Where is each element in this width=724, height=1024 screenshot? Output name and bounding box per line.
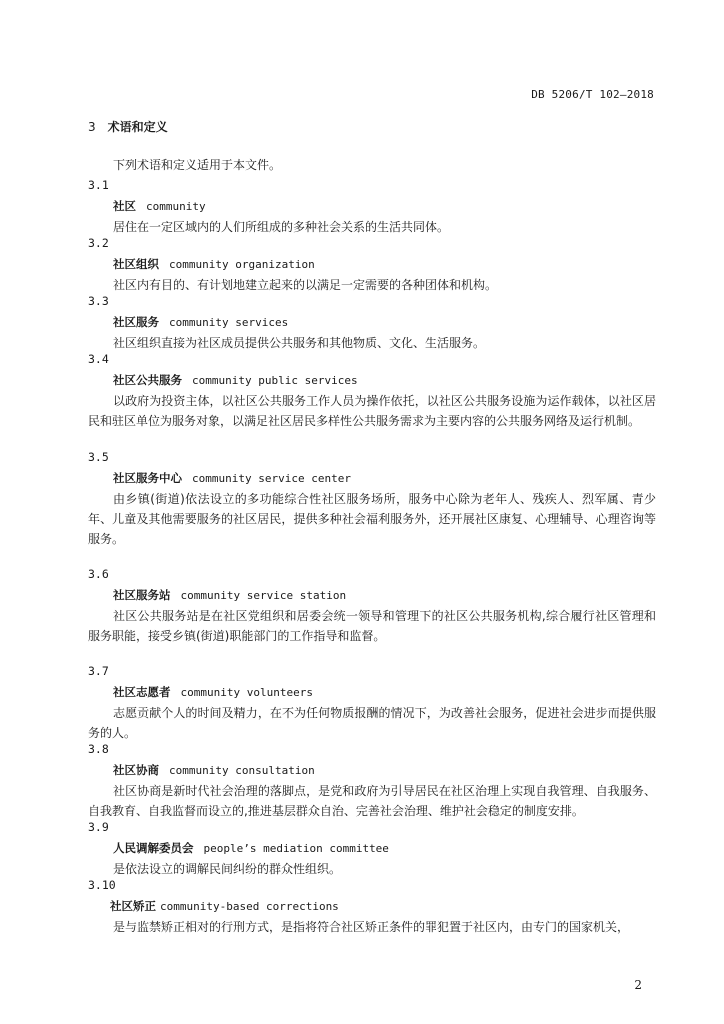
term-chinese: 社区协商: [113, 763, 159, 777]
term-definition: 居住在一定区域内的人们所组成的多种社会关系的生活共同体。: [113, 220, 450, 234]
term-title: [113, 372, 358, 388]
term-definition: 社区组织直接为社区成员提供公共服务和其他物质、文化、生活服务。: [113, 336, 486, 350]
term-title: [113, 684, 313, 700]
term-definition: 是依法设立的调解民间纠纷的群众性组织。: [113, 862, 342, 876]
term-chinese: 社区志愿者: [113, 685, 171, 699]
term-english: community-based corrections: [160, 900, 339, 913]
term-number: 3.9: [88, 820, 109, 834]
term-english: community service station: [180, 589, 347, 602]
term-english: community organization: [169, 258, 315, 271]
term-number: 3.6: [88, 567, 109, 581]
term-title: [113, 587, 346, 603]
document-id: DB 5206/T 102—2018: [531, 88, 654, 101]
term-english: community: [146, 200, 206, 213]
term-chinese: 社区组织: [113, 257, 159, 271]
term-chinese: 社区公共服务: [113, 373, 182, 387]
term-title: [113, 198, 206, 214]
term-chinese: 社区: [113, 199, 136, 213]
term-english: community service center: [192, 472, 351, 485]
term-definition: 社区公共服务站是在社区党组织和居委会统一领导和管理下的社区公共服务机构,综合履行社区管理和服务职能，接受乡镇(街道)职能部门的工作指导和监督。: [88, 609, 656, 643]
term-definition: 社区协商是新时代社会治理的落脚点，是党和政府为引导居民在社区治理上实现自我管理、自我服务、自我教育、自我监督而设立的,推进基层群众自治、完善社会治理、维护社会稳定的制度安排。: [88, 784, 656, 818]
term-chinese: 人民调解委员会: [113, 841, 194, 855]
term-chinese: 社区服务中心: [113, 471, 182, 485]
term-number: 3.2: [88, 236, 109, 250]
term-english: community public services: [192, 374, 358, 387]
term-definition: 以政府为投资主体，以社区公共服务工作人员为操作依托，以社区公共服务设施为运作载体，以社区居民和驻区单位为服务对象，以满足社区居民多样性公共服务需求为主要内容的公共服务网络及运行机制。: [88, 394, 656, 428]
term-title: [113, 256, 315, 272]
term-title: [113, 470, 351, 486]
term-number: 3.5: [88, 450, 109, 464]
term-definition: 社区内有目的、有计划地建立起来的以满足一定需要的各种团体和机构。: [113, 278, 498, 292]
intro-text: 下列术语和定义适用于本文件。: [113, 158, 282, 172]
term-number: 3.10: [88, 878, 116, 892]
term-number: 3.3: [88, 294, 109, 308]
term-number: 3.7: [88, 664, 109, 678]
term-english: people’s mediation committee: [203, 842, 389, 855]
term-chinese: 社区服务站: [113, 588, 171, 602]
term-title: [113, 840, 389, 856]
term-number: 3.4: [88, 352, 109, 366]
term-title: [113, 314, 288, 330]
term-english: community services: [169, 316, 289, 329]
term-english: community volunteers: [180, 686, 313, 699]
term-definition: 由乡镇(街道)依法设立的多功能综合性社区服务场所，服务中心除为老年人、残疾人、烈军属、青少年、儿童及其他需要服务的社区居民，提供多种社会福利服务外，还开展社区康复、心理辅导、心理咨询等服务。: [88, 492, 656, 546]
term-definition: 志愿贡献个人的时间及精力，在不为任何物质报酬的情况下，为改善社会服务，促进社会进步而提供服务的人。: [88, 706, 656, 740]
section-heading: [88, 118, 168, 135]
page-number: 2: [634, 978, 642, 992]
section-number: 3: [88, 120, 96, 134]
term-chinese: 社区服务: [113, 315, 159, 329]
term-chinese: 社区矫正: [110, 899, 156, 913]
term-number: 3.1: [88, 178, 109, 192]
term-title: [110, 898, 339, 914]
term-title: [113, 762, 315, 778]
term-english: community consultation: [169, 764, 315, 777]
section-title: 术语和定义: [107, 120, 168, 134]
term-number: 3.8: [88, 742, 109, 756]
term-definition: 是与监禁矫正相对的行刑方式，是指将符合社区矫正条件的罪犯置于社区内，由专门的国家机关，: [113, 920, 630, 934]
